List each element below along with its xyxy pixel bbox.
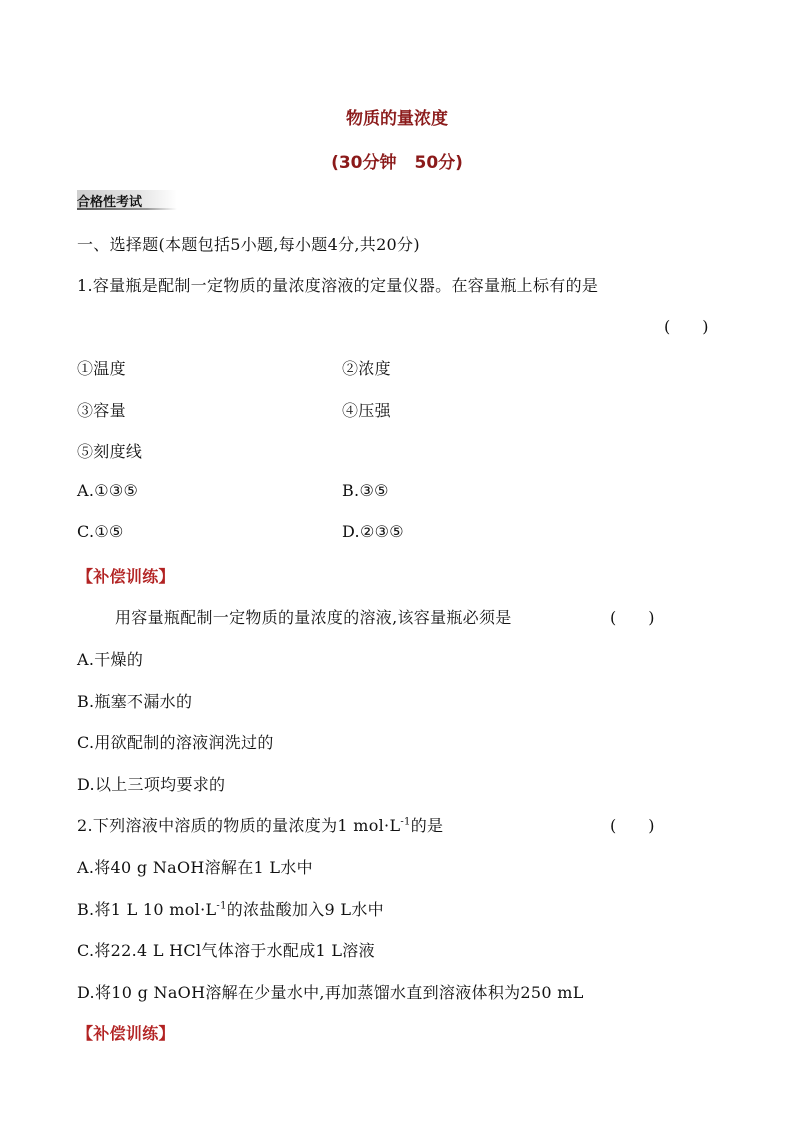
supp1-option-b: B.瓶塞不漏水的 [77,692,193,711]
q1-item-2: ②浓度 [342,359,391,378]
q2-stem-post: 的是 [410,816,444,835]
q2-stem-pre: 2.下列溶液中溶质的物质的量浓度为1 mol·L [77,816,401,835]
subtitle-score: 50分) [414,153,463,173]
q1-answer-paren: ( ) [664,317,709,336]
q1-option-d: D.②③⑤ [342,522,404,541]
q1-option-c: C.①⑤ [77,522,124,541]
q1-stem: 1.容量瓶是配制一定物质的量浓度溶液的定量仪器。在容量瓶上标有的是 [77,276,599,295]
q1-item-1: ①温度 [77,359,126,378]
q2-answer-paren: ( ) [610,816,655,835]
supplementary-tag-1: 【补偿训练】 [77,567,175,586]
q2-option-b-post: 的浓盐酸加入9 L水中 [226,900,384,919]
supp1-option-a: A.干燥的 [77,650,144,669]
q2-option-a: A.将40 g NaOH溶解在1 L水中 [77,858,313,877]
supp1-answer-paren: ( ) [610,608,655,627]
q2-option-b [77,897,384,920]
supp1-stem: 用容量瓶配制一定物质的量浓度的溶液,该容量瓶必须是 [115,608,512,627]
q1-item-4: ④压强 [342,401,391,420]
q1-option-a: A.①③⑤ [77,481,139,500]
q1-option-b: B.③⑤ [342,481,389,500]
page-subtitle [0,148,794,173]
q1-item-3: ③容量 [77,401,126,420]
q2-option-d: D.将10 g NaOH溶解在少量水中,再加蒸馏水直到溶液体积为250 mL [77,983,584,1002]
supp1-option-c: C.用欲配制的溶液润洗过的 [77,733,274,752]
q2-option-b-superscript: -1 [216,900,227,912]
section-tag-label: 合格性考试 [77,195,143,210]
supplementary-tag-2: 【补偿训练】 [77,1024,175,1043]
supp1-option-d: D.以上三项均要求的 [77,775,226,794]
subtitle-time: (30分钟 [331,153,397,173]
q2-stem-superscript: -1 [400,816,411,828]
q2-option-c: C.将22.4 L HCl气体溶于水配成1 L溶液 [77,941,375,960]
q2-option-b-pre: B.将1 L 10 mol·L [77,900,217,919]
section-heading: 一、选择题(本题包括5小题,每小题4分,共20分) [77,235,420,254]
q2-stem [77,813,443,836]
page-title: 物质的量浓度 [346,109,448,129]
q1-item-5: ⑤刻度线 [77,442,143,461]
section-tag [77,190,177,210]
